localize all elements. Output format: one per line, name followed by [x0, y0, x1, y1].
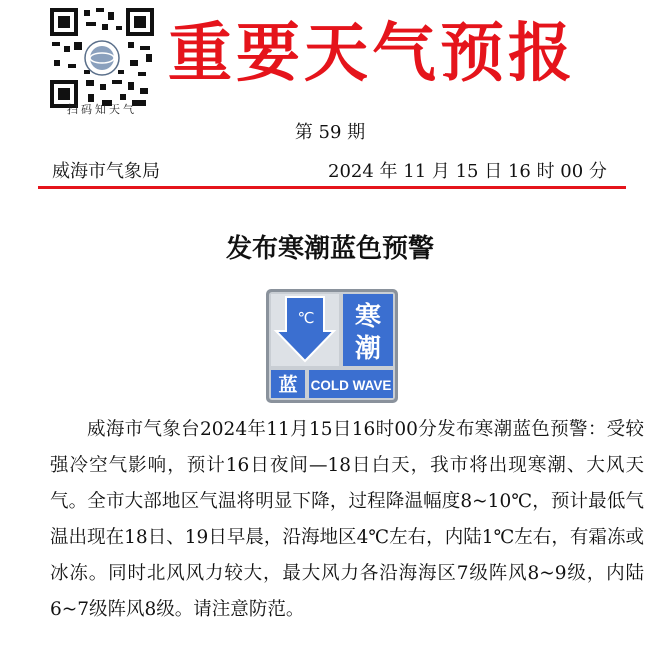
badge-type-char-1: 寒	[354, 302, 382, 332]
badge-unit-symbol: ℃	[297, 309, 315, 327]
cold-wave-blue-warning-icon	[266, 289, 398, 403]
masthead-title: 重要天气预报	[168, 16, 576, 91]
warning-headline: 发布寒潮蓝色预警	[225, 234, 434, 264]
divider-rule	[38, 186, 626, 189]
badge-english-label: COLD WAVE	[310, 378, 392, 393]
issuer-name: 威海市气象局	[52, 161, 160, 182]
qr-code	[50, 8, 154, 108]
issue-time: 2024 年 11 月 15 日 16 时 00 分	[328, 161, 607, 182]
qr-caption: 扫码知天气	[67, 103, 137, 116]
badge-level-char: 蓝	[278, 374, 298, 396]
badge-type-char-2: 潮	[354, 334, 382, 364]
warning-body-text: 威海市气象台2024年11月15日16时00分发布寒潮蓝色预警：受较强冷空气影响，预计16日夜间—18日白天，我市将出现寒潮、大风天气。全市大部地区气温将明显下降，过程降温幅度8~10℃，预计最低气温出现在18日、19日早晨，沿海地区4℃左右，内陆1℃左右，有霜冻或冰冻。同时北风风力较大，最大风力各沿海海区7级阵风8~9级，内陆6~7级阵风8级。请注意防范。	[50, 419, 644, 620]
issue-number: 第 59 期	[294, 122, 366, 143]
